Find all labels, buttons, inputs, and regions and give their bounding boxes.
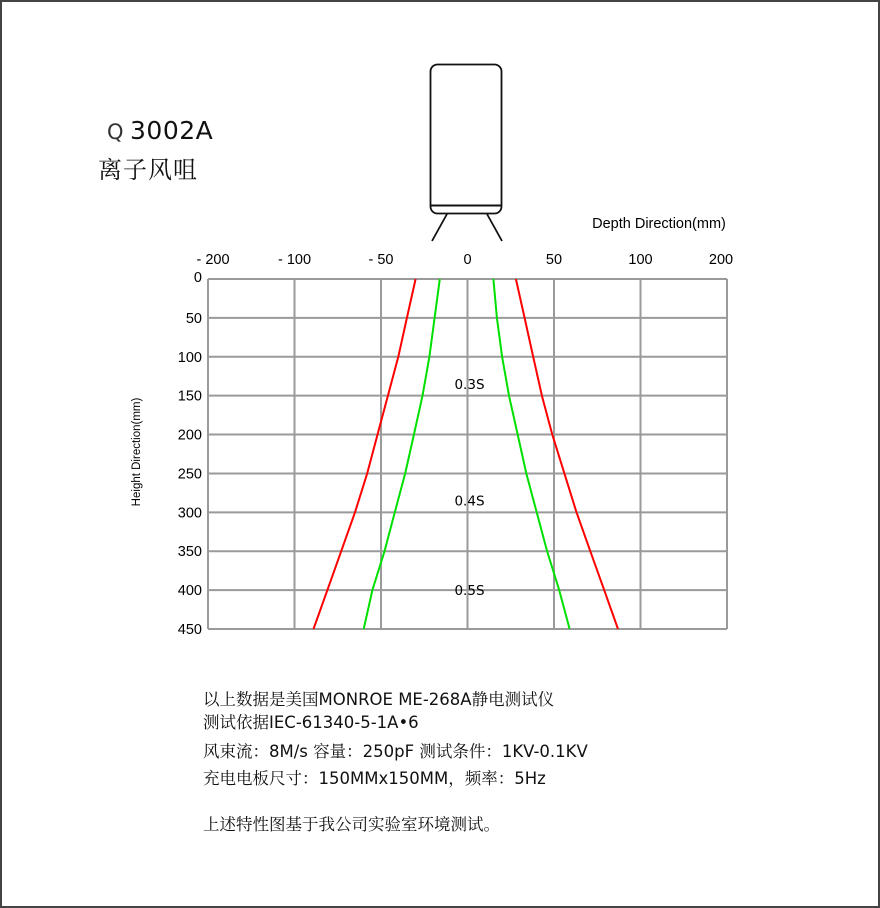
note-line-1: 以上数据是美国MONROE ME-268A静电测试仪 [203, 690, 555, 709]
curve-red-left [314, 279, 416, 629]
x-tick-label: - 200 [196, 252, 230, 268]
curve-green-left [364, 279, 440, 629]
x-axis-label: Depth Direction(mm) [592, 216, 726, 232]
y-tick-label: 250 [177, 466, 202, 483]
chart-annotations [454, 377, 484, 599]
model-prefix: Q [107, 120, 125, 144]
y-tick-label: 300 [177, 505, 202, 522]
y-tick-label: 450 [177, 622, 202, 638]
y-axis-label: Height Direction(mm) [131, 397, 143, 507]
note-line-3: 风束流：8M/s 容量：250pF 测试条件：1KV-0.1KV [203, 742, 588, 761]
time-annotation: 0.5S [454, 583, 485, 600]
x-tick-label: - 100 [277, 252, 312, 268]
time-annotation: 0.3S [454, 377, 485, 393]
x-axis-ticks [196, 252, 733, 268]
chart-grid [208, 279, 727, 629]
x-tick-label: 0 [463, 252, 472, 268]
y-tick-label: 200 [177, 427, 202, 444]
y-tick-label: 50 [185, 310, 202, 327]
note-line-4: 充电电板尺寸：150MMx150MM，频率：5Hz [203, 769, 546, 788]
x-tick-label: 50 [545, 252, 563, 268]
product-name: 离子风咀 [98, 156, 198, 184]
y-tick-label: 0 [193, 270, 202, 286]
x-tick-label: - 50 [368, 252, 394, 268]
nozzle-device-icon [431, 65, 503, 242]
curve-red-right [516, 279, 618, 629]
y-tick-label: 150 [177, 388, 202, 405]
x-tick-label: 100 [628, 252, 653, 268]
note-line-5: 上述特性图基于我公司实验室环境测试。 [203, 815, 500, 834]
y-tick-label: 400 [177, 583, 202, 600]
time-annotation: 0.4S [454, 493, 485, 510]
y-axis-ticks [178, 270, 202, 638]
note-line-2: 测试依据IEC-61340-5-1A•6 [203, 713, 419, 732]
y-tick-label: 100 [177, 349, 202, 366]
chart-curves [314, 279, 619, 629]
model-number: 3002A [130, 116, 214, 145]
y-tick-label: 350 [177, 544, 202, 561]
x-tick-label: 200 [708, 252, 734, 268]
